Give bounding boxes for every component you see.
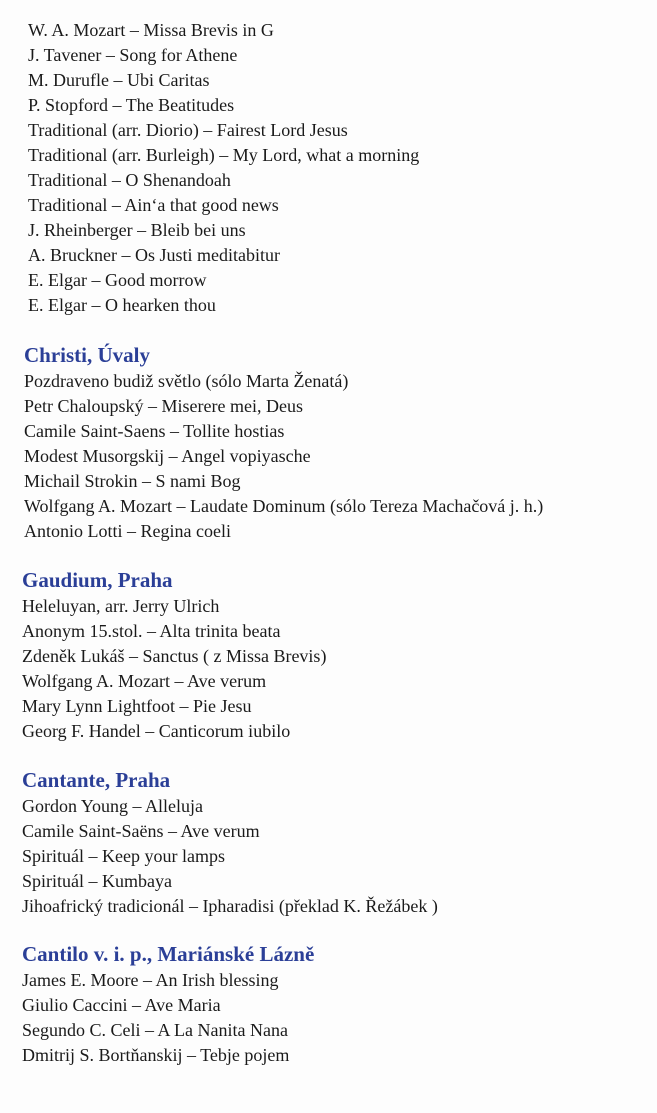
piece-line: Antonio Lotti – Regina coeli xyxy=(24,521,231,541)
piece-list xyxy=(22,968,649,1068)
program-section xyxy=(28,18,649,318)
piece-line: Georg F. Handel – Canticorum iubilo xyxy=(22,721,291,741)
piece-line: Gordon Young – Alleluja xyxy=(22,796,204,816)
piece-line: J. Tavener – Song for Athene xyxy=(28,45,238,65)
choir-section xyxy=(22,766,649,919)
piece-line: Dmitrij S. Bortňanskij – Tebje pojem xyxy=(22,1045,290,1065)
choir-section xyxy=(24,341,649,544)
piece-line: Segundo C. Celi – A La Nanita Nana xyxy=(22,1020,288,1040)
piece-line: Petr Chaloupský – Miserere mei, Deus xyxy=(24,396,303,416)
choir-section xyxy=(22,940,649,1068)
piece-line: W. A. Mozart – Missa Brevis in G xyxy=(28,20,274,40)
piece-line: M. Durufle – Ubi Caritas xyxy=(28,70,210,90)
piece-line: Camile Saint-Saens – Tollite hostias xyxy=(24,421,285,441)
choir-heading: Christi, Úvaly xyxy=(24,343,150,367)
choir-section xyxy=(22,566,649,744)
choir-heading: Cantilo v. i. p., Mariánské Lázně xyxy=(22,942,315,966)
piece-line: Mary Lynn Lightfoot – Pie Jesu xyxy=(22,696,252,716)
piece-line: E. Elgar – O hearken thou xyxy=(28,295,216,315)
piece-list xyxy=(22,594,649,744)
piece-line: Spirituál – Kumbaya xyxy=(22,871,172,891)
piece-line: Camile Saint-Saëns – Ave verum xyxy=(22,821,260,841)
piece-list xyxy=(28,18,649,318)
piece-line: Jihoafrický tradicionál – Ipharadisi (překlad K. Řežábek ) xyxy=(22,896,438,916)
piece-line: Heleluyan, arr. Jerry Ulrich xyxy=(22,596,220,616)
piece-line: Giulio Caccini – Ave Maria xyxy=(22,995,221,1015)
piece-list xyxy=(24,369,649,544)
piece-line: Spirituál – Keep your lamps xyxy=(22,846,225,866)
piece-line: Wolfgang A. Mozart – Laudate Dominum (sólo Tereza Machačová j. h.) xyxy=(24,496,544,516)
piece-line: Anonym 15.stol. – Alta trinita beata xyxy=(22,621,281,641)
piece-line: Traditional (arr. Diorio) – Fairest Lord Jesus xyxy=(28,120,348,140)
piece-line: E. Elgar – Good morrow xyxy=(28,270,207,290)
piece-line: Zdeněk Lukáš – Sanctus ( z Missa Brevis) xyxy=(22,646,327,666)
piece-line: Traditional (arr. Burleigh) – My Lord, what a morning xyxy=(28,145,420,165)
piece-list xyxy=(22,794,649,919)
piece-line: Traditional – Ain‘a that good news xyxy=(28,195,279,215)
piece-line: James E. Moore – An Irish blessing xyxy=(22,970,279,990)
piece-line: J. Rheinberger – Bleib bei uns xyxy=(28,220,246,240)
piece-line: Pozdraveno budiž světlo (sólo Marta Ženatá) xyxy=(24,371,349,391)
piece-line: P. Stopford – The Beatitudes xyxy=(28,95,235,115)
choir-heading: Gaudium, Praha xyxy=(22,568,173,592)
piece-line: Modest Musorgskij – Angel vopiyasche xyxy=(24,446,311,466)
choir-heading: Cantante, Praha xyxy=(22,768,171,792)
piece-line: Michail Strokin – S nami Bog xyxy=(24,471,241,491)
piece-line: Traditional – O Shenandoah xyxy=(28,170,231,190)
piece-line: Wolfgang A. Mozart – Ave verum xyxy=(22,671,267,691)
piece-line: A. Bruckner – Os Justi meditabitur xyxy=(28,245,280,265)
